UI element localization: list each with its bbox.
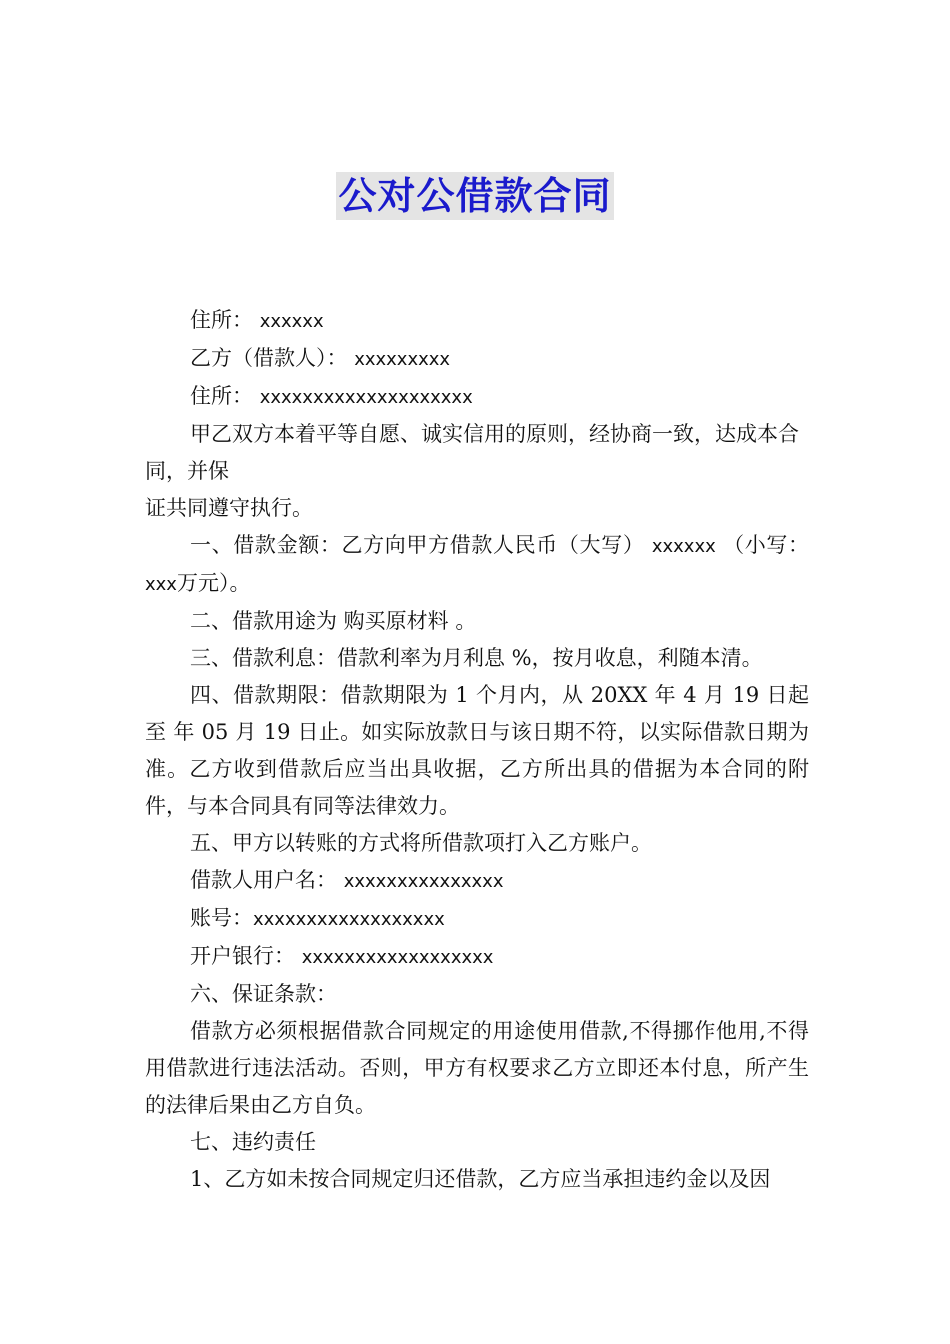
address-label: 住所： bbox=[190, 308, 253, 332]
amount-text-d: 万元）。 bbox=[176, 571, 251, 595]
amount-text-b: （小写： bbox=[723, 533, 810, 557]
loan-purpose-paragraph: 二、借款用途为 购买原材料 。 bbox=[190, 609, 477, 633]
address-value-2: xxxxxxxxxxxxxxxxxxxx bbox=[259, 387, 473, 408]
amount-upper-value: xxxxxx bbox=[651, 536, 716, 557]
address-line-1 bbox=[145, 302, 809, 340]
account-name-label: 借款人用户名： bbox=[190, 868, 337, 892]
account-number-label: 账号： bbox=[190, 906, 253, 930]
amount-lower-value: xxx bbox=[145, 574, 177, 595]
bank-line bbox=[145, 938, 809, 976]
address-label-2: 住所： bbox=[190, 384, 253, 408]
breach-item-1: 1、乙方如未按合同规定归还借款，乙方应当承担违约金以及因 bbox=[190, 1167, 771, 1191]
loan-amount-paragraph bbox=[145, 527, 809, 603]
guarantee-paragraph: 借款方必须根据借款合同规定的用途使用借款,不得挪作他用,不得用借款进行违法活动。否则，甲方有权要求乙方立即还本付息，所产生的法律后果由乙方自负。 bbox=[145, 1019, 809, 1117]
party-b-line bbox=[145, 340, 809, 378]
loan-interest-paragraph: 三、借款利息：借款利率为月利息 %，按月收息，利随本清。 bbox=[190, 646, 763, 670]
intro-paragraph-1: 甲乙双方本着平等自愿、诚实信用的原则，经协商一致，达成本合同，并保 bbox=[145, 422, 799, 483]
bank-value: xxxxxxxxxxxxxxxxxx bbox=[301, 947, 494, 968]
transfer-paragraph: 五、甲方以转账的方式将所借款项打入乙方账户。 bbox=[190, 831, 652, 855]
address-value: xxxxxx bbox=[259, 311, 324, 332]
contract-body bbox=[145, 302, 809, 1198]
bank-label: 开户银行： bbox=[190, 944, 295, 968]
breach-title: 七、违约责任 bbox=[190, 1130, 316, 1154]
intro-paragraph-2: 证共同遵守执行。 bbox=[145, 496, 313, 520]
account-number-line bbox=[145, 900, 809, 938]
party-b-value: xxxxxxxxx bbox=[354, 349, 451, 370]
address-line-2 bbox=[145, 378, 809, 416]
party-b-label: 乙方（借款人）： bbox=[190, 346, 348, 370]
account-number-value: xxxxxxxxxxxxxxxxxx bbox=[253, 909, 445, 930]
account-name-line bbox=[145, 862, 809, 900]
loan-term-paragraph: 四、借款期限：借款期限为 1 个月内，从 20XX 年 4 月 19 日起至 年 05 月 19 日止。如实际放款日与该日期不符，以实际借款日期为准。乙方收到借款后应当出具收据，乙方所出具的借据为本合同的附件，与本合同具有同等法律效力。 bbox=[145, 683, 809, 818]
account-name-value: xxxxxxxxxxxxxxx bbox=[343, 871, 504, 892]
document-title: 公对公借款合同 bbox=[338, 174, 612, 218]
amount-text-a: 一、借款金额：乙方向甲方借款人民币（大写） bbox=[190, 533, 645, 557]
title-wrap bbox=[0, 172, 950, 220]
guarantee-title: 六、保证条款： bbox=[190, 982, 337, 1006]
